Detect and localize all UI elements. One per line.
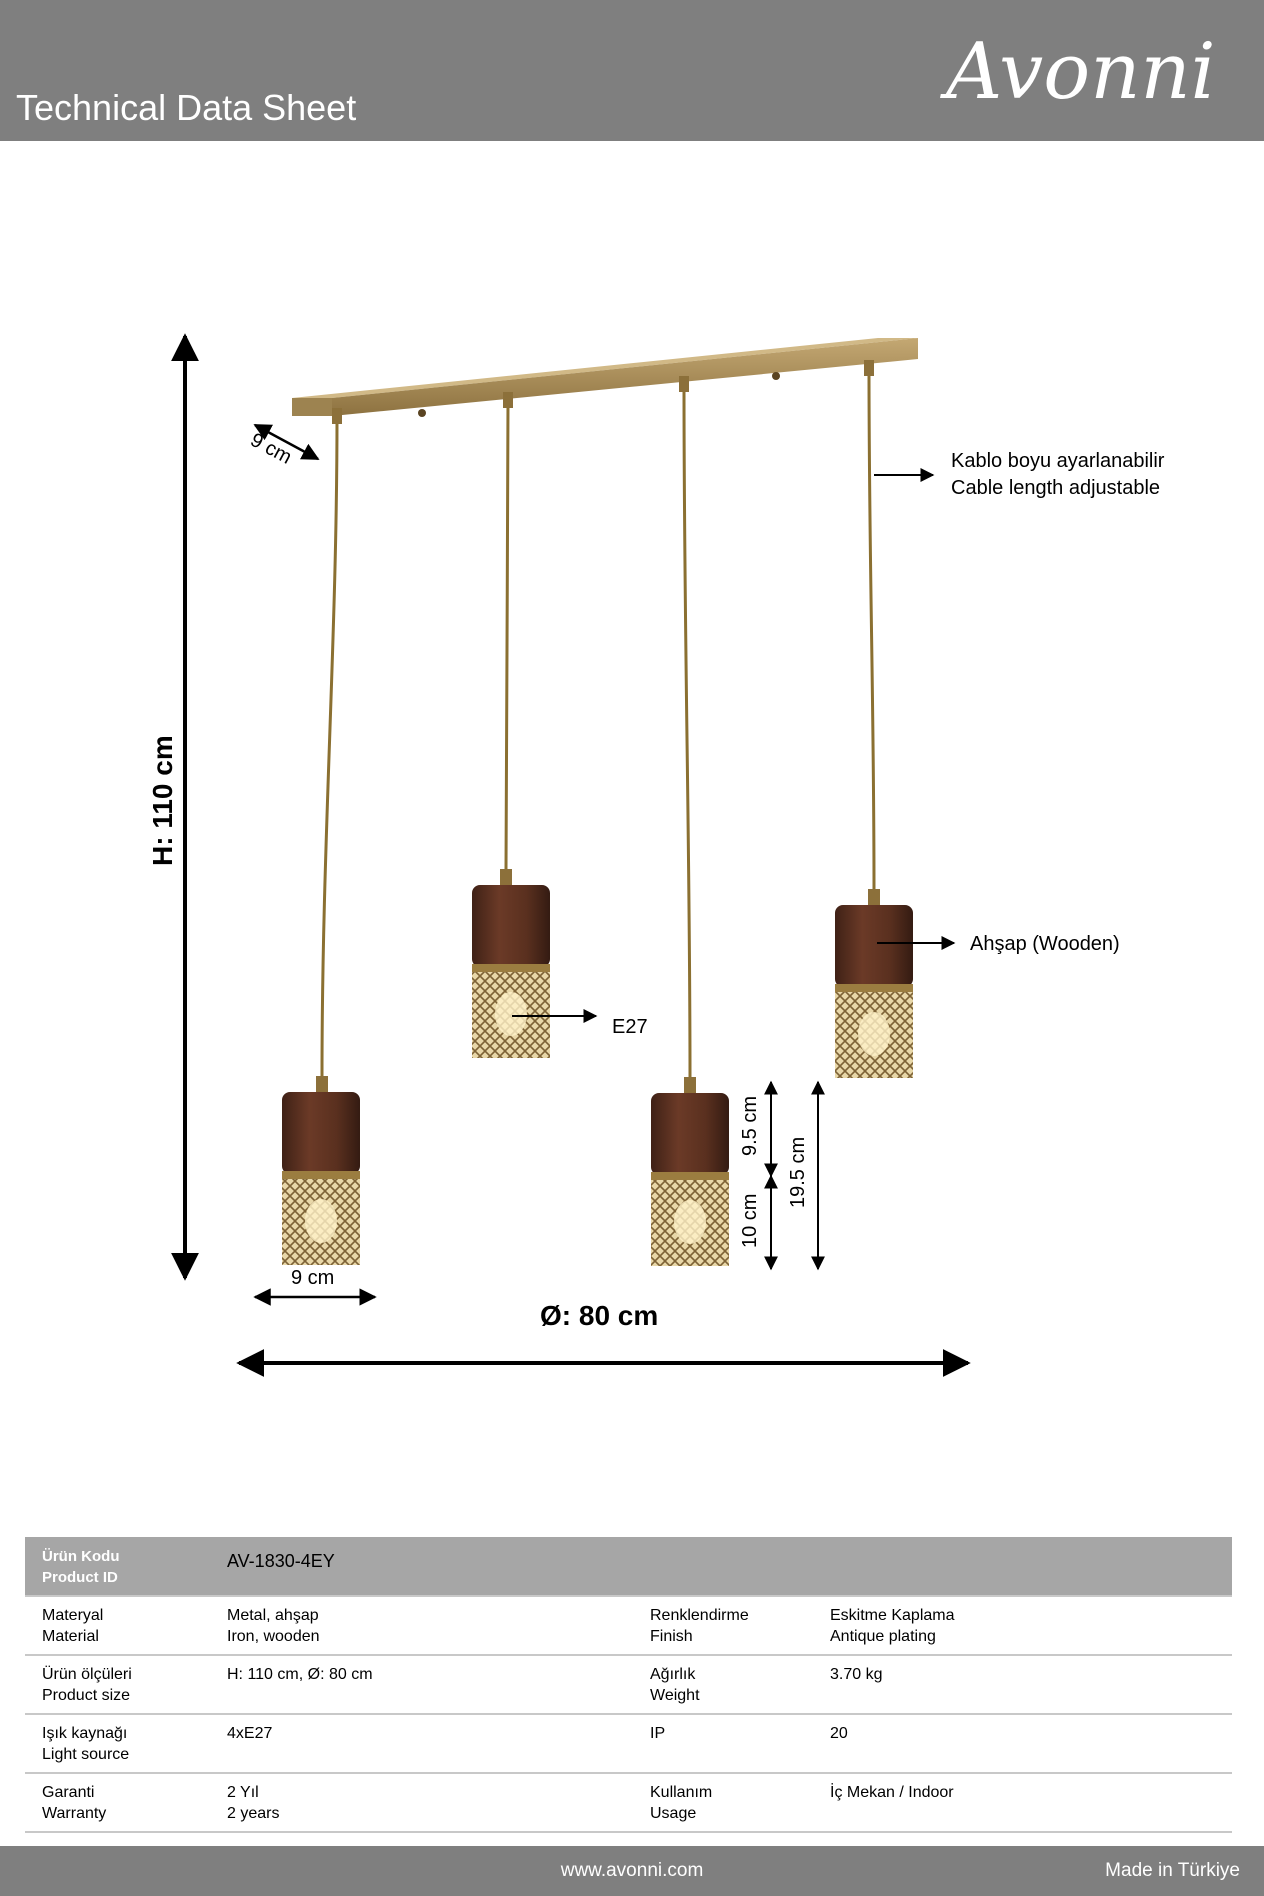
product-drawing <box>0 141 1264 1521</box>
cable-note-en: Cable length adjustable <box>951 477 1161 499</box>
spec-row-material <box>25 1596 1232 1655</box>
shade-total-label: 19.5 cm <box>787 1136 809 1208</box>
label-light-en: Light source <box>42 1746 130 1763</box>
label-usage-en: Usage <box>650 1805 697 1822</box>
wood-note-label: Ahşap (Wooden) <box>970 933 1120 955</box>
pendant-light <box>282 1076 360 1265</box>
label-material-tr: Materyal <box>42 1607 104 1624</box>
spec-row-size <box>25 1655 1232 1714</box>
spec-row-product-id <box>25 1537 1232 1596</box>
spec-row-light <box>25 1714 1232 1773</box>
label-material-en: Material <box>42 1628 99 1645</box>
light-value: 4xE27 <box>227 1725 273 1742</box>
pendant-light <box>835 889 913 1078</box>
size-value: H: 110 cm, Ø: 80 cm <box>227 1666 373 1683</box>
label-light-tr: Işık kaynağı <box>42 1725 128 1742</box>
shade-width-label: 9 cm <box>291 1267 335 1289</box>
label-size-tr: Ürün ölçüleri <box>42 1666 132 1683</box>
label-finish-en: Finish <box>650 1628 693 1645</box>
label-usage-tr: Kullanım <box>650 1784 713 1801</box>
label-weight-tr: Ağırlık <box>650 1666 696 1683</box>
header-bar <box>0 0 1264 141</box>
spec-row-warranty <box>25 1773 1232 1832</box>
footer-website-link[interactable]: www.avonni.com <box>560 1860 704 1881</box>
canopy-width-label: 9 cm <box>246 428 296 469</box>
page-title: Technical Data Sheet <box>16 87 357 128</box>
ceiling-canopy <box>292 338 918 417</box>
footer-bar <box>0 1846 1264 1896</box>
shade-top-label: 9.5 cm <box>739 1095 761 1156</box>
pendant-light <box>472 869 550 1058</box>
label-ip: IP <box>650 1725 666 1742</box>
label-finish-tr: Renklendirme <box>650 1607 749 1624</box>
label-weight-en: Weight <box>650 1687 700 1704</box>
finish-value-en: Antique plating <box>830 1628 936 1645</box>
cable-note-tr: Kablo boyu ayarlanabilir <box>951 450 1165 472</box>
diameter-label: Ø: 80 cm <box>540 1300 659 1331</box>
material-value-en: Iron, wooden <box>227 1628 320 1645</box>
usage-value: İç Mekan / Indoor <box>830 1784 954 1801</box>
footer-origin: Made in Türkiye <box>1105 1860 1240 1881</box>
height-label: H: 110 cm <box>147 735 178 866</box>
product-id-value: AV-1830-4EY <box>227 1551 335 1571</box>
ip-value: 20 <box>830 1725 848 1742</box>
cables <box>322 369 874 1077</box>
label-size-en: Product size <box>42 1687 131 1704</box>
label-warranty-tr: Garanti <box>42 1784 95 1801</box>
socket-note-label: E27 <box>612 1016 648 1038</box>
finish-value-tr: Eskitme Kaplama <box>830 1607 955 1624</box>
pendant-light <box>651 1077 729 1266</box>
weight-value: 3.70 kg <box>830 1666 883 1683</box>
label-warranty-en: Warranty <box>42 1805 107 1822</box>
shade-bottom-label: 10 cm <box>739 1193 761 1248</box>
label-product-id-tr: Ürün Kodu <box>42 1548 120 1565</box>
label-product-id-en: Product ID <box>42 1569 118 1586</box>
warranty-value-en: 2 years <box>227 1805 280 1822</box>
warranty-value-tr: 2 Yıl <box>227 1784 259 1801</box>
brand-logo <box>936 10 1226 125</box>
material-value-tr: Metal, ahşap <box>227 1607 319 1624</box>
brand-logo-text: Avonni <box>946 27 1216 117</box>
spec-table <box>25 1537 1232 1833</box>
